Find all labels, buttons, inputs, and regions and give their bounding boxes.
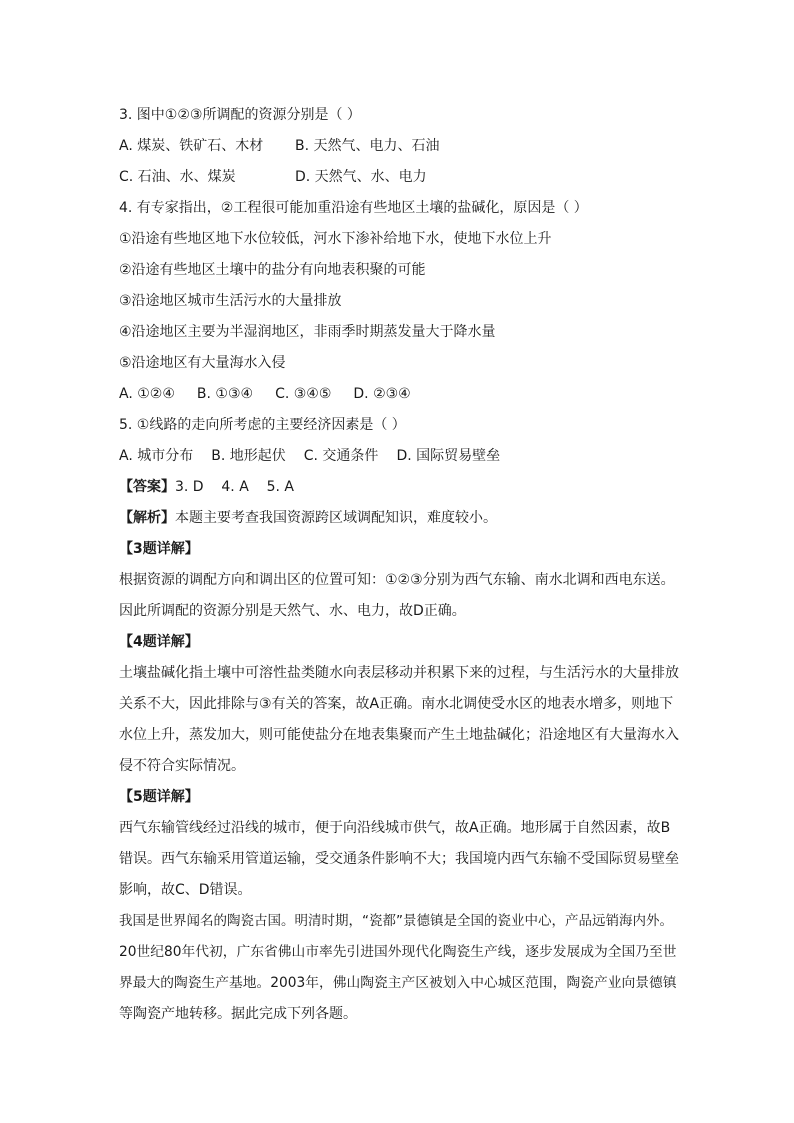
detail-3-line: 根据资源的调配方向和调出区的位置可知：①②③分别为西气东输、南水北调和西电东送。 xyxy=(119,572,675,588)
detail-4-line: 侵不符合实际情况。 xyxy=(119,758,245,774)
passage-line: 等陶瓷产地转移。据此完成下列各题。 xyxy=(119,1006,357,1022)
question-3-option-b: B. 天然气、电力、石油 xyxy=(295,138,440,154)
question-3-option-c: C. 石油、水、煤炭 xyxy=(119,169,236,185)
analysis-line xyxy=(119,503,679,534)
passage-line: 20世纪80年代初，广东省佛山市率先引进国外现代化陶瓷生产线，逐步发展成为全国乃至世 xyxy=(119,944,677,960)
detail-4-line: 土壤盐碱化指土壤中可溶性盐类随水向表层移动并积累下来的过程，与生活污水的大量排放 xyxy=(119,665,679,681)
detail-4-line: 关系不大，因此排除与③有关的答案，故A正确。南水北调使受水区的地表水增多，则地下 xyxy=(119,696,674,712)
question-4-option-b: B. ①③④ xyxy=(196,386,254,402)
detail-5-heading: 【5题详解】 xyxy=(119,789,199,805)
question-5-stem: 5. ①线路的走向所考虑的主要经济因素是（ ） xyxy=(119,417,406,433)
analysis-label: 【解析】 xyxy=(119,510,175,526)
question-4-statement-3: ③沿途地区城市生活污水的大量排放 xyxy=(119,293,342,309)
answer-line xyxy=(119,472,679,503)
passage-line: 界最大的陶瓷生产基地。2003年，佛山陶瓷主产区被划入中心城区范围，陶瓷产业向景德镇 xyxy=(119,975,677,991)
detail-3-heading: 【3题详解】 xyxy=(119,541,199,557)
question-4-options xyxy=(119,379,679,410)
answer-text: 3. D 4. A 5. A xyxy=(175,479,294,495)
document-body xyxy=(119,100,679,1030)
question-3-option-a: A. 煤炭、铁矿石、木材 xyxy=(119,138,264,154)
question-3-options-row-1 xyxy=(119,131,679,162)
detail-4-heading: 【4题详解】 xyxy=(119,634,199,650)
question-5-option-b: B. 地形起伏 xyxy=(211,448,286,464)
analysis-text: 本题主要考查我国资源跨区域调配知识，难度较小。 xyxy=(175,510,497,526)
question-4-statement-1: ①沿途有些地区地下水位较低，河水下渗补给地下水，使地下水位上升 xyxy=(119,231,552,247)
detail-5-line: 西气东输管线经过沿线的城市，便于向沿线城市供气，故A正确。地形属于自然因素，故B xyxy=(119,820,671,836)
question-4-stem: 4. 有专家指出，②工程很可能加重沿途有些地区土壤的盐碱化，原因是（ ） xyxy=(119,200,588,216)
question-4-option-a: A. ①②④ xyxy=(119,386,175,402)
question-4-option-c: C. ③④⑤ xyxy=(275,386,332,402)
detail-3-line: 因此所调配的资源分别是天然气、水、电力，故D正确。 xyxy=(119,603,466,619)
detail-5-line: 错误。西气东输采用管道运输，受交通条件影响不大；我国境内西气东输不受国际贸易壁垒 xyxy=(119,851,679,867)
question-5-options xyxy=(119,441,679,472)
detail-4-line: 水位上升，蒸发加大，则可能使盐分在地表集聚而产生土地盐碱化；沿途地区有大量海水入 xyxy=(119,727,679,743)
question-3-stem: 3. 图中①②③所调配的资源分别是（ ） xyxy=(119,107,361,123)
passage-line: 我国是世界闻名的陶瓷古国。明清时期，“瓷都”景德镇是全国的瓷业中心，产品远销海内外。 xyxy=(119,913,673,929)
question-3-options-row-2 xyxy=(119,162,679,193)
question-3-option-d: D. 天然气、水、电力 xyxy=(295,169,427,185)
detail-5-line: 影响，故C、D错误。 xyxy=(119,882,252,898)
question-5-option-a: A. 城市分布 xyxy=(119,448,194,464)
question-4-statement-5: ⑤沿途地区有大量海水入侵 xyxy=(119,355,286,371)
answer-label: 【答案】 xyxy=(119,479,175,495)
question-4-statement-2: ②沿途有些地区土壤中的盐分有向地表积聚的可能 xyxy=(119,262,426,278)
question-4-option-d: D. ②③④ xyxy=(353,386,411,402)
question-5-option-c: C. 交通条件 xyxy=(303,448,379,464)
question-5-option-d: D. 国际贸易壁垒 xyxy=(396,448,501,464)
question-4-statement-4: ④沿途地区主要为半湿润地区，非雨季时期蒸发量大于降水量 xyxy=(119,324,496,340)
